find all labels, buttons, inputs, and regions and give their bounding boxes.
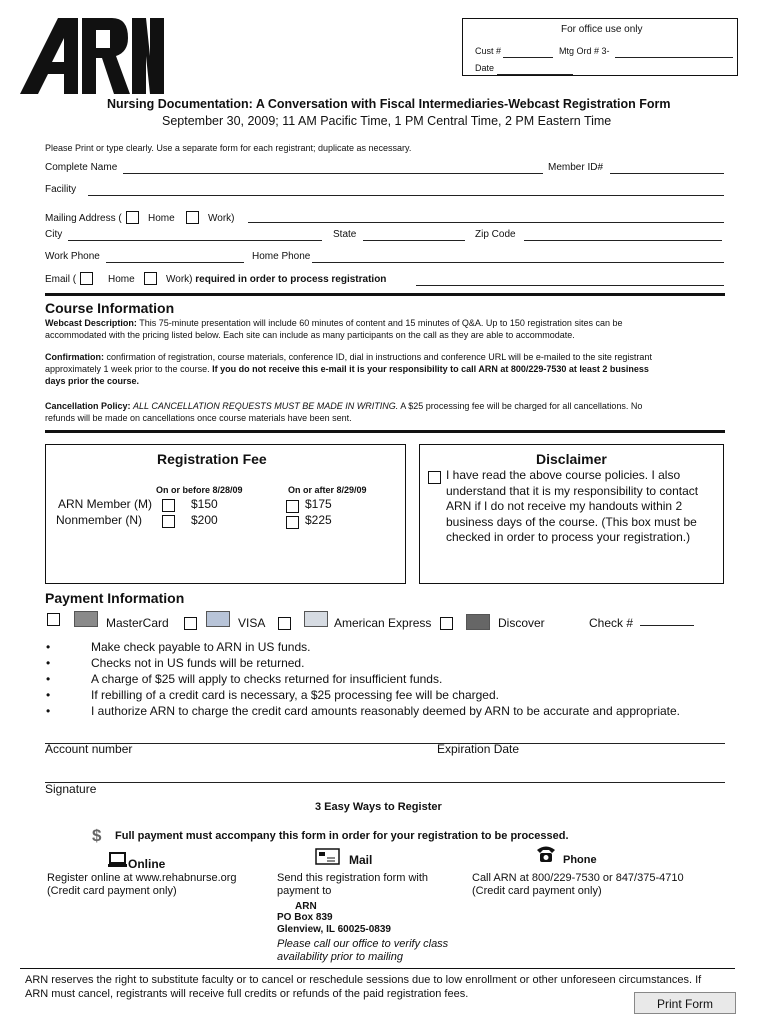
bullet-dot: • <box>46 672 51 686</box>
mastercard-checkbox[interactable] <box>47 613 60 626</box>
date-field[interactable] <box>497 74 573 75</box>
work-phone-field[interactable] <box>106 262 244 263</box>
home-phone-label: Home Phone <box>252 251 311 262</box>
mtg-field[interactable] <box>615 57 733 58</box>
member-early-checkbox[interactable] <box>162 499 175 512</box>
mtg-label: Mtg Ord # 3- <box>559 46 610 56</box>
section-divider-2 <box>45 430 725 433</box>
home-phone-field[interactable] <box>312 262 724 263</box>
mail-note-1: Please call our office to verify class <box>277 938 449 950</box>
arn-logo <box>20 16 165 94</box>
zip-label: Zip Code <box>475 229 516 240</box>
visa-checkbox[interactable] <box>184 617 197 630</box>
payment-bullet-1: Make check payable to ARN in US funds. <box>91 640 311 654</box>
webcast-label: Webcast Description: <box>45 318 137 328</box>
email-home-checkbox[interactable] <box>80 272 93 285</box>
payment-bullet-3: A charge of $25 will apply to checks returned for insufficient funds. <box>91 672 443 686</box>
account-number-label: Account number <box>45 742 133 756</box>
member-late-checkbox[interactable] <box>286 500 299 513</box>
mastercard-icon <box>74 611 98 627</box>
mastercard-label: MasterCard <box>106 616 169 630</box>
disclaimer-heading: Disclaimer <box>536 451 607 467</box>
email-home-label: Home <box>108 274 135 285</box>
visa-icon <box>206 611 230 627</box>
nonmember-early-price: $200 <box>191 513 218 527</box>
footer-rule <box>20 968 735 969</box>
confirmation-text-1: confirmation of registration, course materials, conference ID, dial in instructions and conference URL will be e-mailed to the site registrant <box>106 352 652 362</box>
complete-name-field[interactable] <box>123 173 543 174</box>
facility-label: Facility <box>45 184 77 195</box>
phone-title: Phone <box>563 854 597 866</box>
instructions: Please Print or type clearly. Use a separate form for each registrant; duplicate as necessary. <box>45 143 412 153</box>
email-field[interactable] <box>416 285 724 286</box>
check-label: Check # <box>589 616 634 630</box>
cancellation-policy <box>45 400 735 424</box>
amex-label: American Express <box>334 616 432 630</box>
full-payment-note: Full payment must accompany this form in order for your registration to be processed. <box>115 830 569 842</box>
disclaimer-line-2: understand that it is my responsibility to contact <box>446 483 699 498</box>
city-field[interactable] <box>68 240 322 241</box>
member-id-field[interactable] <box>610 173 724 174</box>
discover-icon <box>466 614 490 630</box>
disclaimer-line-3: ARN if I do not receive my handouts within 2 <box>446 499 683 513</box>
mailing-work-label: Work) <box>208 213 235 224</box>
signature-field[interactable] <box>45 782 725 783</box>
online-text-1: Register online at www.rehabnurse.org <box>47 872 237 884</box>
date-label: Date <box>475 63 495 73</box>
fee-col-late: On or after 8/29/09 <box>288 485 367 495</box>
payment-heading: Payment Information <box>45 590 185 606</box>
page-title: Nursing Documentation: A Conversation with Fiscal Intermediaries-Webcast Registration Form <box>107 97 671 111</box>
computer-icon <box>108 852 128 868</box>
disclaimer-checkbox[interactable] <box>428 471 441 484</box>
email-label: Email ( <box>45 274 77 285</box>
cancellation-text-2: refunds will be made on cancellations once course materials have been sent. <box>45 413 352 423</box>
cust-label: Cust # <box>475 46 502 56</box>
webcast-description <box>45 317 735 341</box>
member-id-label: Member ID# <box>548 162 604 173</box>
mail-address-1: ARN <box>295 901 317 912</box>
mailing-work-checkbox[interactable] <box>186 211 199 224</box>
phone-text-1: Call ARN at 800/229-7530 or 847/375-4710 <box>472 872 684 884</box>
city-label: City <box>45 229 63 240</box>
nonmember-late-price: $225 <box>305 513 332 527</box>
mail-text-1: Send this registration form with <box>277 872 429 884</box>
nonmember-early-checkbox[interactable] <box>162 515 175 528</box>
bullet-dot: • <box>46 640 51 654</box>
amex-icon <box>304 611 328 627</box>
print-form-button[interactable]: Print Form <box>634 992 736 1014</box>
footer-text-2: ARN must cancel, registrants will receive full credits or refunds of the paid registration fees. <box>25 988 469 1000</box>
work-phone-label: Work Phone <box>45 251 100 262</box>
mail-title: Mail <box>349 853 373 867</box>
check-number-field[interactable] <box>640 625 694 626</box>
amex-checkbox[interactable] <box>440 617 453 630</box>
visa-select-checkbox[interactable] <box>278 617 291 630</box>
fee-row-member-label: ARN Member (M) <box>58 497 153 511</box>
payment-bullet-4: If rebilling of a credit card is necessary, a $25 processing fee will be charged. <box>91 688 499 702</box>
online-title: Online <box>128 857 166 871</box>
office-use-box <box>462 18 738 76</box>
expiration-date-label: Expiration Date <box>437 742 520 756</box>
confirmation-text-2a: approximately 1 week prior to the course. <box>45 364 210 374</box>
confirmation-label: Confirmation: <box>45 352 104 362</box>
section-divider <box>45 293 725 296</box>
registration-fee-box <box>45 444 406 584</box>
discover-label: Discover <box>498 616 545 630</box>
page-subtitle: September 30, 2009; 11 AM Pacific Time, 1 PM Central Time, 2 PM Eastern Time <box>162 114 612 128</box>
mail-text-2: payment to <box>277 885 332 897</box>
complete-name-label: Complete Name <box>45 162 118 173</box>
bullet-dot: • <box>46 688 51 702</box>
member-early-price: $150 <box>191 497 218 511</box>
disclaimer-box <box>419 444 724 584</box>
fee-row-nonmember-label: Nonmember (N) <box>56 513 143 527</box>
payment-bullet-2: Checks not in US funds will be returned. <box>91 656 305 670</box>
bullet-dot: • <box>46 704 51 718</box>
footer-text-1: ARN reserves the right to substitute faculty or to cancel or reschedule sessions due to low enrollment or other unforeseen circumstances. If <box>25 974 702 986</box>
cancellation-text-1b: A $25 processing fee will be charged for all cancellations. No <box>400 401 643 411</box>
email-required-note: required in order to process registration <box>195 274 387 285</box>
disclaimer-line-4: business days of the course. (This box must be <box>446 514 697 529</box>
facility-field[interactable] <box>88 195 724 196</box>
mailing-address-field[interactable] <box>248 222 724 223</box>
confirmation-text-2b: If you do not receive this e-mail it is your responsibility to call ARN at 800/229-7530 at least 2 business <box>212 364 649 374</box>
mailing-address-label: Mailing Address ( <box>45 213 122 224</box>
state-field[interactable] <box>363 240 465 241</box>
account-number-field[interactable] <box>45 743 725 744</box>
confirmation-text-3: days prior the course. <box>45 376 140 386</box>
email-work-label <box>166 274 386 285</box>
email-work-checkbox[interactable] <box>144 272 157 285</box>
online-text-2: (Credit card payment only) <box>47 885 177 897</box>
cancellation-label: Cancellation Policy: <box>45 401 131 411</box>
dollar-icon: $ <box>92 826 102 845</box>
email-work-text: Work) <box>166 274 193 285</box>
mail-address-3: Glenview, IL 60025-0839 <box>277 924 391 935</box>
nonmember-late-checkbox[interactable] <box>286 516 299 529</box>
payment-bullet-5: I authorize ARN to charge the credit card amounts reasonably deemed by ARN to be accurate and appropriate. <box>91 704 681 718</box>
cust-field[interactable] <box>503 57 553 58</box>
disclaimer-line-5: checked in order to process your registration.) <box>446 530 691 544</box>
phone-text-2: (Credit card payment only) <box>472 885 602 897</box>
mail-address-2: PO Box 839 <box>277 912 333 923</box>
signature-label: Signature <box>45 782 97 796</box>
zip-field[interactable] <box>524 240 722 241</box>
mailing-home-label: Home <box>148 213 175 224</box>
bullet-dot: • <box>46 656 51 670</box>
cancellation-text-1a: ALL CANCELLATION REQUESTS MUST BE MADE IN WRITING. <box>133 401 399 411</box>
member-late-price: $175 <box>305 497 332 511</box>
phone-icon <box>536 845 556 863</box>
mailing-home-checkbox[interactable] <box>126 211 139 224</box>
webcast-text-1: This 75-minute presentation will include 60 minutes of content and 15 minutes of Q&A. Up to 150 registration sites can be <box>139 318 623 328</box>
fee-col-early: On or before 8/28/09 <box>156 485 243 495</box>
course-info-heading: Course Information <box>45 300 175 316</box>
register-heading: 3 Easy Ways to Register <box>315 801 442 813</box>
disclaimer-line-1: I have read the above course policies. I also <box>446 468 681 482</box>
mail-note-2: availability prior to mailing <box>277 951 403 963</box>
registration-fee-heading: Registration Fee <box>157 451 267 467</box>
state-label: State <box>333 229 357 240</box>
mail-icon <box>315 848 340 865</box>
office-use-title: For office use only <box>561 24 643 35</box>
disclaimer-text <box>446 468 698 546</box>
confirmation-text <box>45 351 735 387</box>
visa-label: VISA <box>238 616 266 630</box>
webcast-text-2: accommodated with the pricing listed below. Each site can include as many participants on the call as they are able to accommodate. <box>45 330 575 340</box>
